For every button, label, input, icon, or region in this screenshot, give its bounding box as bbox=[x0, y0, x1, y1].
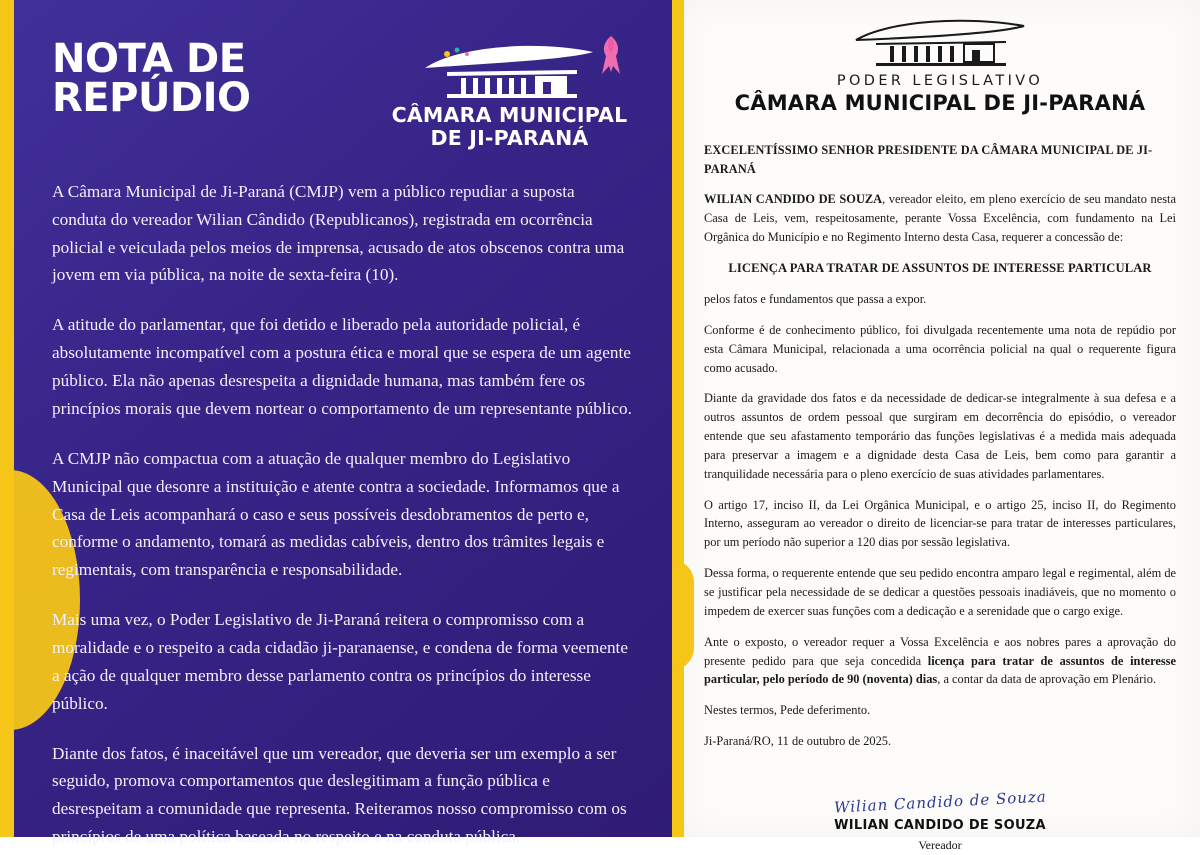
page-title bbox=[52, 36, 352, 122]
opening-paragraph bbox=[704, 190, 1176, 247]
camara-building-icon bbox=[850, 14, 1030, 70]
requerimento-paragraph: pelos fatos e fundamentos que passa a expor. bbox=[704, 292, 927, 307]
date-place-line: Ji-Paraná/RO, 11 de outubro de 2025. bbox=[704, 734, 892, 749]
brand-name-line2: DE JI-PARANÁ bbox=[430, 125, 589, 150]
brand-block bbox=[387, 38, 632, 150]
signature-role: Vereador bbox=[918, 838, 962, 853]
nota-paragraph: A atitude do parlamentar, que foi detido e liberado pela autoridade policial, é absolutamente incompatível com a postura ética e moral que se espera de um agente público. Ela não apenas desrespeita a dignidade humana, mas também fere os princípios morais que devem nortear o comportamento de um representante público. bbox=[52, 315, 632, 418]
requester-name: WILIAN CANDIDO DE SOUZA bbox=[704, 192, 883, 207]
nota-paragraph: A Câmara Municipal de Ji-Paraná (CMJP) vem a público repudiar a suposta conduta do vereador Wilian Cândido (Republicanos), registrada em ocorrência policial e veiculada pelos meios de imprensa, acusado de atos obscenos contra uma jovem em via pública, na noite de sexta-feira (10). bbox=[52, 181, 625, 285]
requerimento-paragraph: Dessa forma, o requerente entende que seu pedido encontra amparo legal e regimental, além de se justificar pela necessidade de se dedicar a questões pessoais inadiáveis, que no momento o impedem de exercer suas funções com a dedicação e a serenidade que o cargo exige. bbox=[704, 566, 1177, 618]
letterhead bbox=[704, 14, 1176, 115]
request-final-paragraph bbox=[704, 633, 1176, 690]
signature-name: WILIAN CANDIDO DE SOUZA bbox=[834, 817, 1046, 833]
handwritten-signature: Wilian Candido de Souza bbox=[833, 787, 1047, 817]
requerimento-body bbox=[704, 141, 1176, 855]
letterhead-line1: PODER LEGISLATIVO bbox=[836, 73, 1044, 89]
request-highlight: licença para tratar de assuntos de interesse particular, pelo período de 90 (noventa) dias bbox=[704, 653, 1176, 687]
opening-rest: , vereador eleito, em pleno exercício de seu mandato nesta Casa de Leis, vem, respeitosamente, perante Vossa Excelência, com fundamento na Lei Orgânica do Município e no Regimento Interno desta Casa, requerer a concessão de: bbox=[704, 192, 1176, 245]
requerimento-content bbox=[704, 14, 1176, 855]
brand-name bbox=[387, 104, 632, 150]
left-content bbox=[52, 30, 632, 851]
requerimento-paragraph: Conforme é de conhecimento público, foi divulgada recentemente uma nota de repúdio por esta Câmara Municipal, relacionada a uma ocorrência policial na qual o requerente figura como acusado. bbox=[704, 322, 1176, 375]
page-title-line2: REPÚDIO bbox=[52, 75, 251, 122]
letterhead-line2: CÂMARA MUNICIPAL DE JI-PARANÁ bbox=[734, 91, 1146, 115]
closing-line: Nestes termos, Pede deferimento. bbox=[704, 703, 871, 718]
camara-building-icon bbox=[417, 38, 602, 98]
requerimento-paragraph: Diante da gravidade dos fatos e da necessidade de dedicar-se integralmente à sua defesa e a outros assuntos de ordem pessoal que surgiram em decorrência do episódio, o vereador entende que seu afastamento temporário das funções legislativas é a medida mais adequada para preservar a imagem e a dignidade desta Casa de Leis, bem como para garantir a tranquilidade necessária para o pleno exercício de suas atividades parlamentares. bbox=[704, 391, 1176, 481]
requerimento-paragraph: O artigo 17, inciso II, da Lei Orgânica Municipal, e o artigo 25, inciso II, do Regimento Interno, asseguram ao vereador o direito de licenciar-se para tratar de interesses particulares, por um período não superior a 120 dias por sessão legislativa. bbox=[704, 497, 1176, 550]
addressee-line: EXCELENTÍSSIMO SENHOR PRESIDENTE DA CÂMARA MUNICIPAL DE JI-PARANÁ bbox=[704, 143, 1153, 176]
request-prefix: Ante o exposto, o vereador requer a Vossa Excelência e aos nobres pares a aprovação do presente pedido para que seja concedida bbox=[704, 634, 1176, 668]
right-yellow-corner-accent bbox=[672, 560, 694, 670]
request-subject: LICENÇA PARA TRATAR DE ASSUNTOS DE INTERESSE PARTICULAR bbox=[728, 260, 1152, 275]
page-title-line1: NOTA DE bbox=[52, 36, 246, 82]
right-yellow-edge bbox=[672, 0, 684, 837]
nota-body bbox=[52, 178, 632, 851]
signature-block bbox=[704, 787, 1176, 855]
left-header bbox=[52, 30, 632, 150]
request-suffix: , a contar da data de aprovação em Plenário. bbox=[937, 672, 1157, 687]
requerimento-panel bbox=[672, 0, 1200, 853]
nota-paragraph: Mais uma vez, o Poder Legislativo de Ji-Paraná reitera o compromisso com a moralidade e o respeito a cada cidadão ji-paranaense, e condena de forma veemente a ação de qualquer membro desse parlamento contra os princípios do interesse público. bbox=[52, 610, 628, 713]
brand-name-line1: CÂMARA MUNICIPAL bbox=[391, 103, 628, 127]
nota-paragraph: Diante dos fatos, é inaceitável que um vereador, que deveria ser um exemplo a ser seguido, promova comportamentos que deslegitimam a função pública e desrespeitam a comunidade que representa. Reiteramos nosso compromisso com os princípios de uma política baseada no respeito e na conduta pública. bbox=[52, 743, 627, 847]
nota-paragraph: A CMJP não compactua com a atuação de qualquer membro do Legislativo Municipal que desonre a instituição e atente contra a sociedade. Informamos que a Casa de Leis acompanhará o caso e seus possíveis desdobramentos de perto e, conforme o andamento, tomará as medidas cabíveis, dentro dos trâmites legais e regimentais, com transparência e responsabilidade. bbox=[52, 448, 620, 580]
